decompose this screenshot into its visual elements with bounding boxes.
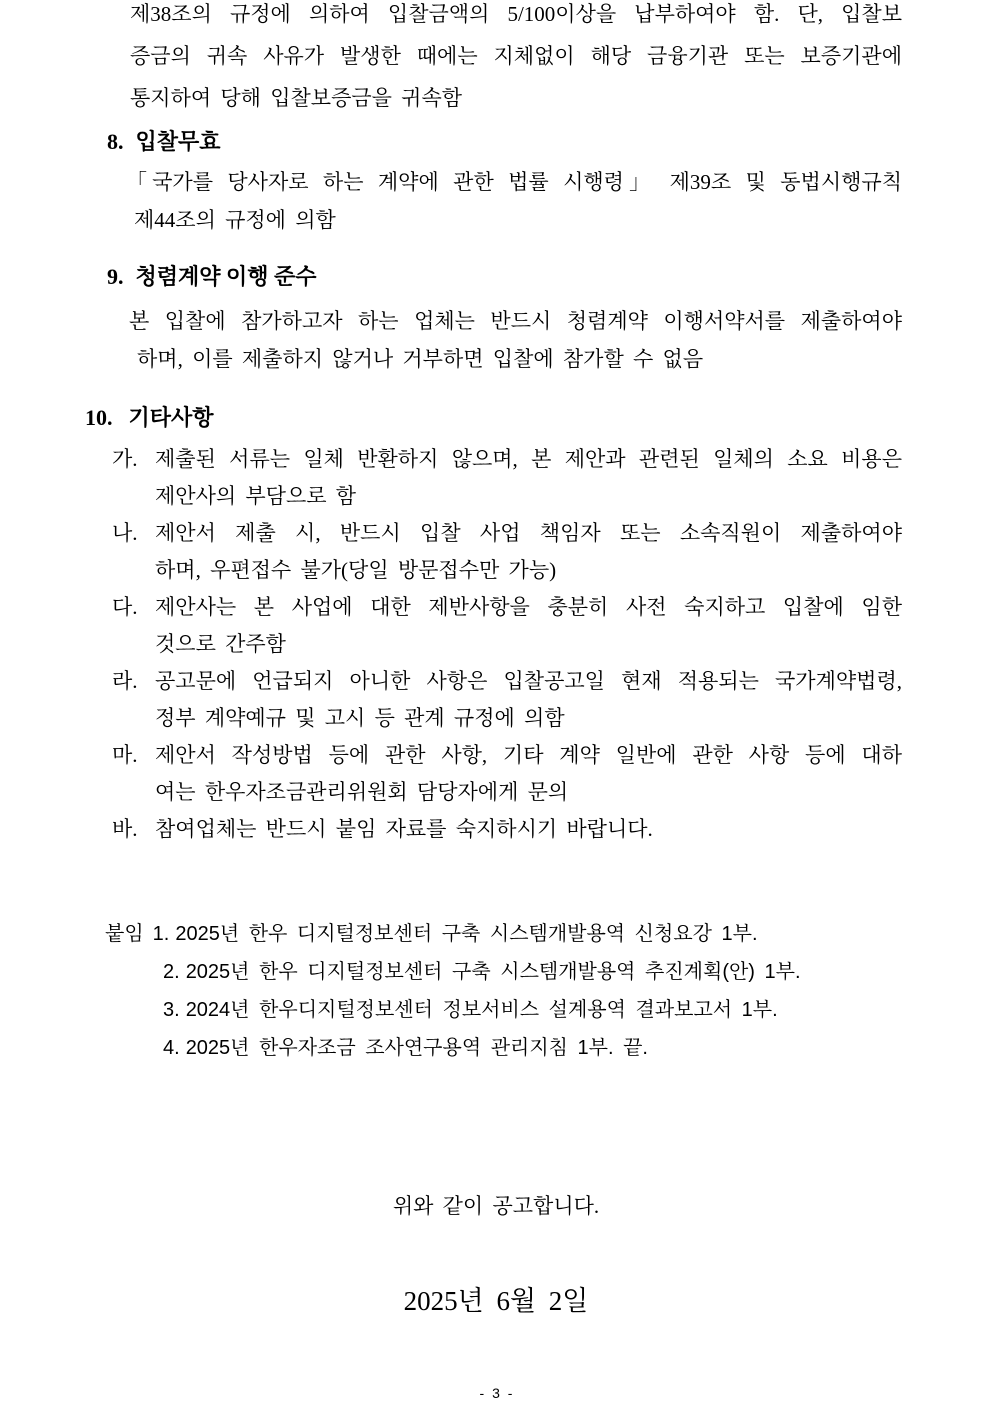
list-item-ra	[112, 663, 902, 737]
item-label: 라.	[112, 669, 138, 693]
paragraph-line: 증금의 귀속 사유가 발생한 때에는 지체없이 해당 금융기관 또는 보증기관에	[130, 44, 902, 68]
list-item-ma	[112, 737, 902, 811]
attachment-list	[105, 915, 905, 1067]
paragraph-line: 제44조의 규정에 의함	[134, 208, 336, 232]
section-number: 10.	[85, 405, 113, 430]
item-line: 정부 계약예규 및 고시 등 관계 규정에 의함	[155, 706, 565, 730]
document-date-wrap	[0, 1281, 992, 1321]
item-line: 제안사의 부담으로 함	[155, 484, 357, 508]
paragraph-line: 제38조의 규정에 의하여 입찰금액의 5/100이상을 납부하여야 함. 단, 입찰보	[130, 2, 902, 26]
section-heading-9	[107, 258, 317, 296]
section-10-item-list	[112, 441, 902, 848]
list-item-ba	[112, 811, 902, 848]
attachment-item	[105, 953, 905, 991]
item-line: 공고문에 언급되지 아니한 사항은 입찰공고일 현재 적용되는 국가계약법령,	[155, 669, 902, 693]
item-label: 다.	[112, 595, 138, 619]
item-line: 제안사는 본 사업에 대한 제반사항을 충분히 사전 숙지하고 입찰에 임한	[155, 595, 902, 619]
item-line: 제출된 서류는 일체 반환하지 않으며, 본 제안과 관련된 일체의 소요 비용은	[155, 447, 902, 471]
section-title: 입찰무효	[135, 129, 221, 154]
attachment-label: 붙임	[105, 923, 144, 945]
item-line: 것으로 간주함	[155, 632, 286, 656]
attachment-text: 2025년 한우 디지털정보센터 구축 시스템개발용역 신청요강 1부.	[175, 923, 758, 945]
attachment-number: 2.	[163, 961, 180, 983]
section-title: 기타사항	[128, 405, 214, 430]
item-label: 나.	[112, 521, 138, 545]
item-label: 가.	[112, 447, 138, 471]
section-heading-10	[85, 399, 214, 437]
section-heading-8	[107, 123, 221, 161]
list-item-ga	[112, 441, 902, 515]
item-line: 여는 한우자조금관리위원회 담당자에게 문의	[155, 780, 569, 804]
attachment-number: 1.	[152, 923, 170, 945]
closing-statement-wrap	[0, 1187, 992, 1225]
paragraph-line: 통지하여 당해 입찰보증금을 귀속함	[130, 86, 463, 110]
list-item-na	[112, 515, 902, 589]
page-number: - 3 -	[479, 1385, 513, 1401]
item-line: 참여업체는 반드시 붙임 자료를 숙지하시기 바랍니다.	[155, 817, 653, 841]
attachment-item	[105, 991, 905, 1029]
section-8-body	[126, 163, 902, 239]
item-line: 제안서 제출 시, 반드시 입찰 사업 책임자 또는 소속직원이 제출하여야	[155, 521, 902, 545]
paragraph-line: 「국가를 당사자로 하는 계약에 관한 법률 시행령」 제39조 및 동법시행규칙	[126, 170, 902, 194]
item-label: 마.	[112, 743, 138, 767]
section-number: 8.	[107, 129, 124, 154]
item-line: 제안서 작성방법 등에 관한 사항, 기타 계약 일반에 관한 사항 등에 대하	[155, 743, 902, 767]
paragraph-line: 하며, 이를 제출하지 않거나 거부하면 입찰에 참가할 수 없음	[137, 347, 704, 371]
attachment-text: 2025년 한우자조금 조사연구용역 관리지침 1부. 끝.	[185, 1037, 648, 1059]
attachment-number: 3.	[163, 999, 180, 1021]
continued-paragraph	[130, 0, 902, 119]
attachment-number: 4.	[163, 1037, 180, 1059]
attachment-text: 2025년 한우 디지털정보센터 구축 시스템개발용역 추진계획(안) 1부.	[185, 961, 801, 983]
attachment-text: 2024년 한우디지털정보센터 정보서비스 설계용역 결과보고서 1부.	[185, 999, 778, 1021]
attachment-item	[105, 1029, 905, 1067]
list-item-da	[112, 589, 902, 663]
document-date: 2025년 6월 2일	[403, 1286, 589, 1316]
item-label: 바.	[112, 817, 138, 841]
section-title: 청렴계약 이행 준수	[135, 264, 317, 289]
section-9-body	[129, 302, 902, 378]
attachment-item	[105, 915, 905, 953]
paragraph-line: 본 입찰에 참가하고자 하는 업체는 반드시 청렴계약 이행서약서를 제출하여야	[129, 309, 902, 333]
item-line: 하며, 우편접수 불가(당일 방문접수만 가능)	[155, 558, 557, 582]
section-number: 9.	[107, 264, 124, 289]
closing-statement: 위와 같이 공고합니다.	[392, 1194, 600, 1218]
